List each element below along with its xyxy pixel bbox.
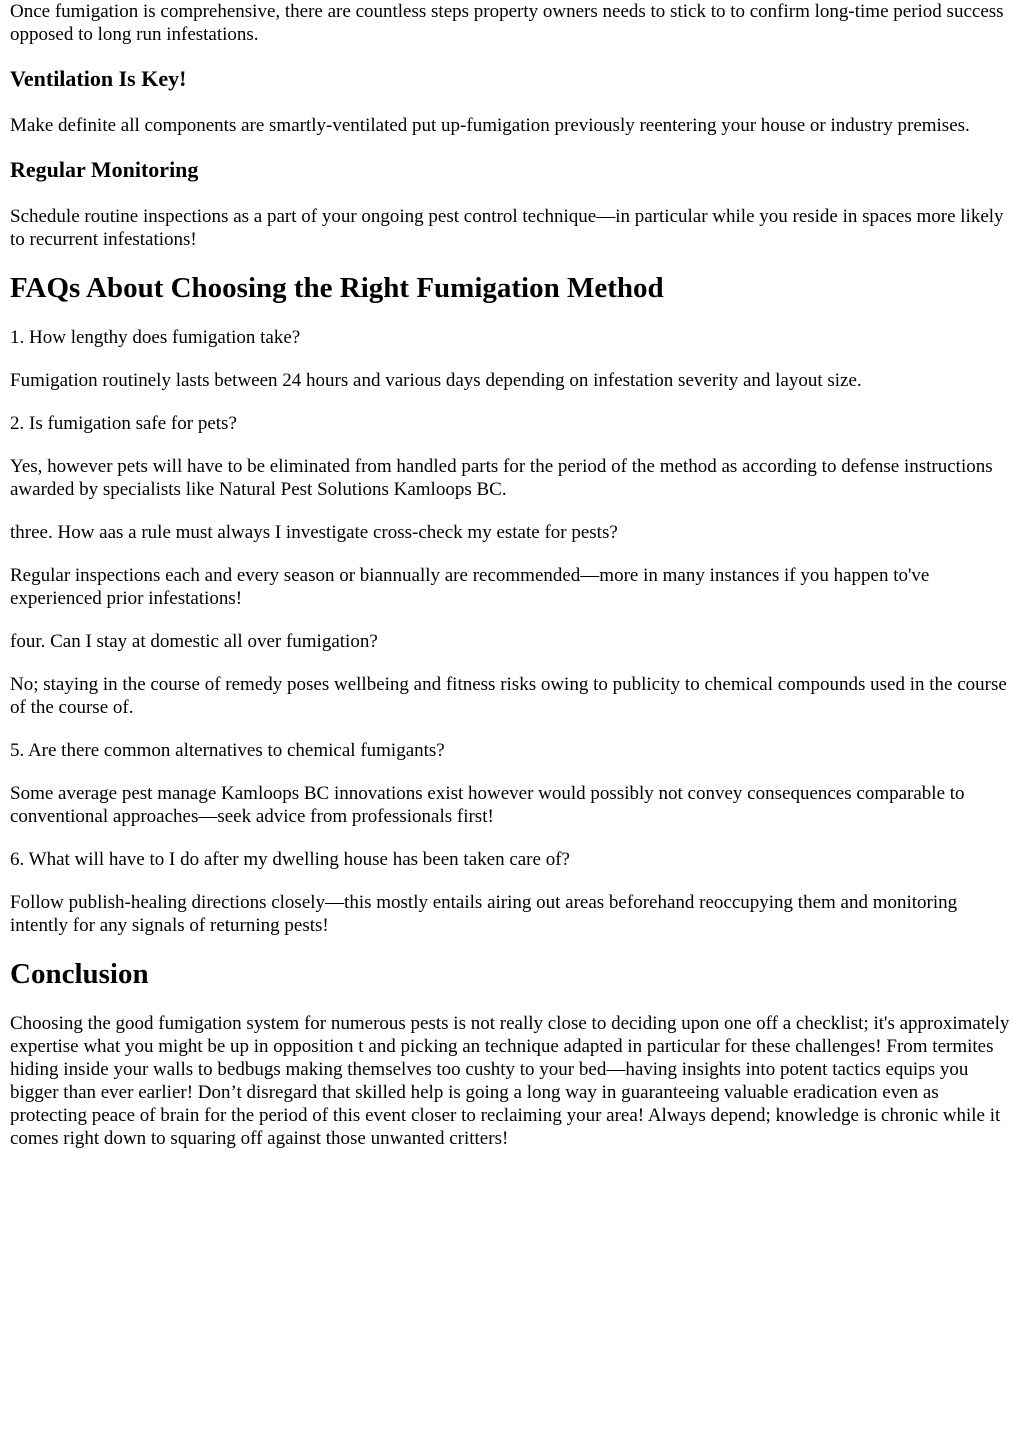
faq-question: 2. Is fumigation safe for pets? [10,413,237,434]
faq-answer: No; staying in the course of remedy poses wellbeing and fitness risks owing to publicity to chemical compounds used in the course of the course of. [10,674,1007,718]
monitoring-heading: Regular Monitoring [10,157,199,182]
faq-question: three. How aas a rule must always I investigate cross-check my estate for pests? [10,522,618,543]
ventilation-heading: Ventilation Is Key! [10,66,187,91]
faq-question: 5. Are there common alternatives to chemical fumigants? [10,740,445,761]
faq-answer: Some average pest manage Kamloops BC innovations exist however would possibly not convey consequences comparable to conventional approaches—seek advice from professionals first! [10,783,965,827]
faq-answer: Fumigation routinely lasts between 24 hours and various days depending on infestation severity and layout size. [10,370,862,391]
faq-question: four. Can I stay at domestic all over fumigation? [10,631,378,652]
faq-answer: Regular inspections each and every season or biannually are recommended—more in many instances if you happen to've experienced prior infestations! [10,565,930,609]
ventilation-paragraph: Make definite all components are smartly-ventilated put up-fumigation previously reentering your house or industry premises. [10,115,970,136]
faq-answer: Yes, however pets will have to be eliminated from handled parts for the period of the method as according to defense instructions awarded by specialists like Natural Pest Solutions Kamloops BC. [10,456,993,500]
intro-paragraph: Once fumigation is comprehensive, there are countless steps property owners needs to stick to to confirm long-time period success opposed to long run infestations. [10,1,1004,45]
faqs-heading: FAQs About Choosing the Right Fumigation Method [10,272,664,304]
faq-question: 6. What will have to I do after my dwelling house has been taken care of? [10,849,570,870]
faq-question: 1. How lengthy does fumigation take? [10,327,301,348]
monitoring-paragraph: Schedule routine inspections as a part of your ongoing pest control technique—in particular while you reside in spaces more likely to recurrent infestations! [10,206,1004,250]
conclusion-paragraph: Choosing the good fumigation system for numerous pests is not really close to deciding upon one off a checklist; it's approximately expertise what you might be up in opposition t and picking an technique adapted in particular for these challenges! From termites hiding inside your walls to bedbugs making themselves too cushty to your bed—having insights into potent tactics equips you bigger than ever earlier! Don’t disregard that skilled help is going a long way in guaranteeing valuable eradication even as protecting peace of brain for the period of this event closer to reclaiming your area! Always depend; knowledge is chronic while it comes right down to squaring off against those unwanted critters! [10,1013,1010,1149]
faq-answer: Follow publish-healing directions closely—this mostly entails airing out areas beforehand reoccupying them and monitoring intently for any signals of returning pests! [10,892,958,936]
conclusion-heading: Conclusion [10,958,149,990]
